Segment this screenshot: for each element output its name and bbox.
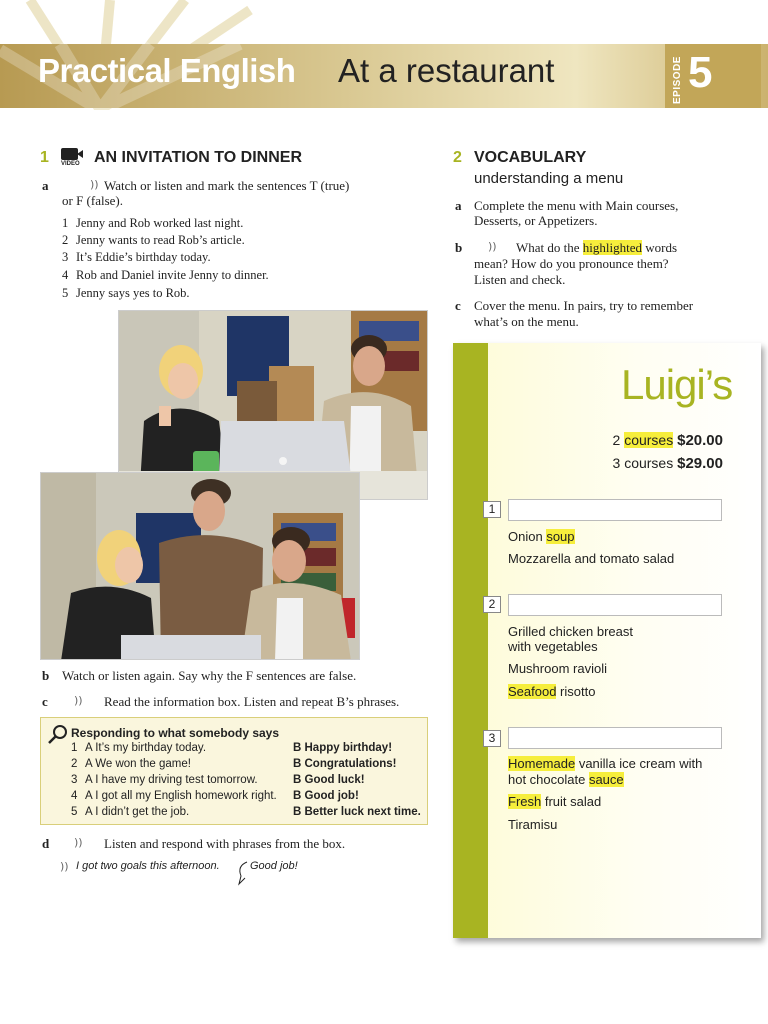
list-item: 4 Rob and Daniel invite Jenny to dinner. <box>62 268 269 282</box>
example-prompt: I got two goals this afternoon. <box>76 860 220 872</box>
info-box <box>40 717 428 825</box>
photo-office-invite <box>40 472 360 660</box>
s2-part-c-line2: what’s on the menu. <box>474 314 579 329</box>
episode-number: 5 <box>688 48 713 97</box>
box-number-3: 3 <box>483 730 501 747</box>
menu-stripe <box>453 343 488 938</box>
info-row: 3 A I have my driving test tomorrow. B Good luck! <box>71 774 365 786</box>
course-input-1[interactable] <box>508 499 722 521</box>
dish-tiramisu: Tiramisu <box>508 817 558 832</box>
list-item: 2 Jenny wants to read Rob’s article. <box>62 233 245 247</box>
section2-title: VOCABULARY <box>474 149 587 166</box>
audio-icon: )) <box>60 860 69 873</box>
info-row: 4 A I got all my English homework right. B Good job! <box>71 790 359 802</box>
audio-icon: )) <box>488 240 497 253</box>
dish-chicken: Grilled chicken breast <box>508 624 633 639</box>
course-input-2[interactable] <box>508 594 722 616</box>
page-title: Practical English <box>38 52 296 89</box>
list-item: 3 It’s Eddie’s birthday today. <box>62 250 211 264</box>
box-number-1: 1 <box>483 501 501 518</box>
dish-ice-cream-2: hot chocolate sauce <box>508 772 624 787</box>
s2-part-a-line1: Complete the menu with Main courses, <box>474 198 679 213</box>
s2-part-b-line1: What do the highlighted words <box>516 240 678 255</box>
menu-title: Luigi’s <box>621 361 733 408</box>
part-a-letter: a <box>42 178 49 193</box>
episode-label: EPISODE <box>672 56 683 104</box>
section1-title: AN INVITATION TO DINNER <box>94 149 302 166</box>
s2-part-a-letter: a <box>455 198 462 213</box>
list-item: 5 Jenny says yes to Rob. <box>62 286 190 300</box>
part-c-instruction: Read the information box. Listen and repeat B’s phrases. <box>104 694 400 709</box>
dish-fruit-salad: Fresh fruit salad <box>508 794 602 809</box>
s2-part-c-line1: Cover the menu. In pairs, try to remember <box>474 298 694 313</box>
dish-ice-cream: Homemade vanilla ice cream with <box>508 756 703 771</box>
s2-part-c-letter: c <box>455 298 461 313</box>
price-three-courses: 3 courses $29.00 <box>612 455 723 472</box>
info-box-title: Responding to what somebody says <box>71 726 280 740</box>
info-row: 5 A I didn’t get the job. B Better luck next time. <box>71 806 421 818</box>
section2-subtitle: understanding a menu <box>474 170 624 187</box>
s2-part-b-letter: b <box>455 240 463 255</box>
section2-number: 2 <box>453 149 462 166</box>
s2-part-b-line2: mean? How do you pronounce them? <box>474 256 669 271</box>
part-c-letter: c <box>42 694 48 709</box>
list-item: 1 Jenny and Rob worked last night. <box>62 216 244 230</box>
section1-number: 1 <box>40 149 49 166</box>
part-a-instruction-2: or F (false). <box>62 193 124 208</box>
dish-onion-soup: Onion soup <box>508 529 575 544</box>
dish-seafood: Seafood risotto <box>508 684 596 699</box>
audio-icon: )) <box>74 836 83 849</box>
course-input-3[interactable] <box>508 727 722 749</box>
audio-icon: )) <box>90 178 99 191</box>
part-b-instruction: Watch or listen again. Say why the F sentences are false. <box>62 668 357 683</box>
part-d-letter: d <box>42 836 50 851</box>
dish-mozzarella: Mozzarella and tomato salad <box>508 551 675 566</box>
dish-ravioli: Mushroom ravioli <box>508 661 607 676</box>
s2-part-b-line3: Listen and check. <box>474 272 566 287</box>
part-b-letter: b <box>42 668 50 683</box>
s2-part-a-line2: Desserts, or Appetizers. <box>474 213 598 228</box>
box-number-2: 2 <box>483 596 501 613</box>
price-two-courses: 2 courses $20.00 <box>612 432 723 449</box>
example-response: Good job! <box>250 860 298 872</box>
info-row: 2 A We won the game! B Congratulations! <box>71 758 397 770</box>
part-a-instruction: Watch or listen and mark the sentences T (true) <box>104 178 350 193</box>
menu-card <box>453 343 761 938</box>
page-subtitle: At a restaurant <box>338 52 555 89</box>
video-icon: VIDEO <box>61 148 85 170</box>
header-banner <box>0 0 768 110</box>
info-row: 1 A It’s my birthday today. B Happy birthday! <box>71 742 393 754</box>
magnifier-icon <box>47 724 69 744</box>
part-d-instruction: Listen and respond with phrases from the box. <box>104 836 346 851</box>
dish-chicken-2: with vegetables <box>508 639 598 654</box>
audio-icon: )) <box>74 694 83 707</box>
